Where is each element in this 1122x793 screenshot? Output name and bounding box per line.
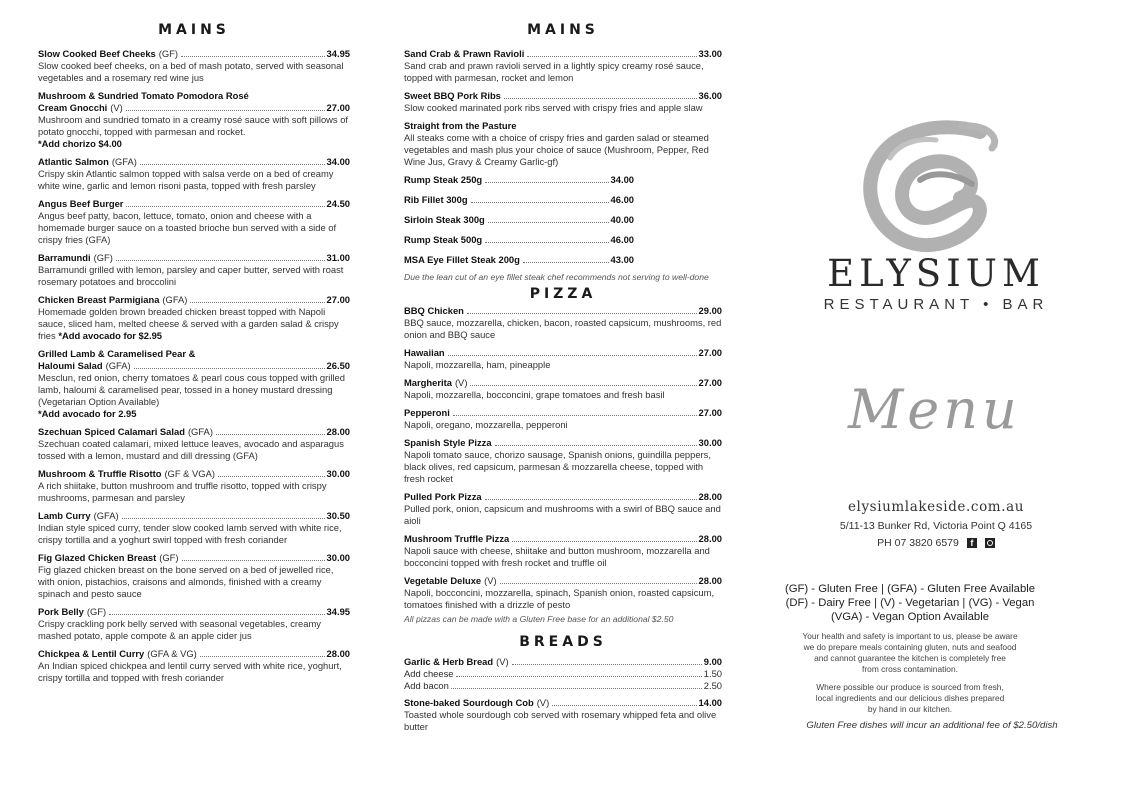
dot-leader — [200, 656, 325, 657]
local-produce-notice — [760, 682, 1060, 715]
breads-heading: BREADS — [519, 634, 607, 650]
item-name: Margherita — [404, 377, 452, 388]
item-tag: (GF) — [158, 48, 179, 59]
item-desc — [38, 438, 350, 462]
item-desc-text: Angus beef patty, bacon, lettuce, tomato, onion and cheese with a homemade burger sauce on a toasted brioche bun served with a side of crispy fries (GFA) — [38, 210, 337, 245]
item-desc — [404, 102, 722, 114]
dot-leader — [182, 560, 325, 561]
dot-leader — [485, 499, 697, 500]
item-name-line — [404, 491, 722, 503]
dot-leader — [512, 664, 702, 665]
item-name-line — [404, 533, 722, 545]
item-addon: *Add avocado for 2.95 — [38, 408, 137, 419]
steak-item — [404, 194, 634, 206]
garlic-bread-item — [404, 656, 722, 692]
item-tag: (GFA) — [105, 360, 131, 371]
item-desc — [38, 372, 350, 408]
menu-item — [38, 48, 350, 84]
item-desc — [38, 306, 350, 342]
item-desc-text: Napoli sauce with cheese, shiitake and button mushroom, mozzarella and bocconcini topped with fresh rocket and truffle oil — [404, 545, 710, 568]
item-tag: (V) — [454, 377, 468, 388]
item-desc — [38, 564, 350, 600]
item-name: BBQ Chicken — [404, 305, 464, 316]
item-name-line — [38, 426, 350, 438]
item-name: Slow Cooked Beef Cheeks — [38, 48, 156, 59]
mains-column-1 — [38, 0, 350, 690]
menu-item — [38, 198, 350, 246]
sourdough-cob-item — [404, 697, 722, 733]
dot-leader — [495, 445, 697, 446]
item-tag: (GF & VGA) — [164, 468, 215, 479]
item-name-line — [38, 468, 350, 480]
local-line: by hand in our kitchen. — [867, 704, 953, 714]
add-label: Add cheese — [404, 668, 454, 679]
steak-list — [404, 174, 722, 266]
item-desc — [404, 389, 722, 401]
item-tag: (V) — [110, 102, 123, 113]
menu-item — [38, 156, 350, 192]
item-name-line — [404, 437, 722, 449]
dot-leader — [126, 110, 325, 111]
item-tag: (V) — [496, 656, 509, 667]
steak-price: 46.00 — [610, 194, 634, 205]
item-desc — [38, 60, 350, 84]
item-desc-text: An Indian spiced chickpea and lentil curry served with white rice, yoghurt, crispy tortilla and topped with fresh coriander — [38, 660, 342, 683]
item-name: Pork Belly — [38, 606, 84, 617]
item-name-line — [38, 360, 350, 372]
steak-item — [404, 254, 634, 266]
menu-item — [404, 377, 722, 401]
dot-leader — [216, 434, 325, 435]
gf-fee-note: Gluten Free dishes will incur an additional fee of $2.50/dish — [806, 720, 1058, 731]
item-name-line — [404, 697, 722, 709]
mains-column-2 — [404, 0, 722, 733]
item-desc-text: Szechuan coated calamari, mixed lettuce leaves, avocado and asparagus tossed with a lemon, mustard and dill dressing (GFA) — [38, 438, 344, 461]
item-name: Angus Beef Burger — [38, 198, 124, 209]
item-price: 30.00 — [326, 468, 350, 479]
item-price: 34.95 — [326, 48, 350, 59]
item-tag: (V) — [484, 575, 497, 586]
phone-line — [812, 537, 1060, 549]
menu-item — [404, 575, 722, 611]
mains-list-2 — [404, 48, 722, 114]
item-desc-text: Napoli, mozzarella, bocconcini, grape tomatoes and fresh basil — [404, 389, 665, 400]
item-desc-text: Sand crab and prawn ravioli served in a lightly spicy creamy rosé sauce, topped with parmesan, rocket and lemon — [404, 60, 704, 83]
dot-leader — [485, 182, 608, 183]
item-desc-text: Mesclun, red onion, cherry tomatoes & pearl cous cous topped with grilled lamb, haloumi & caramelised pear, tossed in a honey mustard dressing (Vegetarian Option Available) — [38, 372, 345, 407]
menu-item — [38, 426, 350, 462]
item-name: Haloumi Salad — [38, 360, 103, 371]
item-desc — [38, 168, 350, 192]
menu-item — [404, 533, 722, 569]
mains-heading-2: MAINS — [527, 22, 599, 38]
instagram-icon[interactable] — [985, 538, 995, 548]
steak-name: Sirloin Steak 300g — [404, 214, 485, 225]
steak-item — [404, 174, 634, 186]
item-desc-text: Slow cooked marinated pork ribs served with crispy fries and apple slaw — [404, 102, 703, 113]
add-price: 1.50 — [703, 668, 722, 679]
item-desc-text: A rich shiitake, button mushroom and truffle risotto, topped with crispy mushrooms, parmesan and parsley — [38, 480, 327, 503]
item-tag: (GF) — [86, 606, 107, 617]
item-name-line — [404, 656, 722, 668]
item-name-line — [38, 606, 350, 618]
item-desc-text: BBQ sauce, mozzarella, chicken, bacon, roasted capsicum, mushrooms, red onion and BBQ sauce — [404, 317, 722, 340]
item-price: 34.00 — [326, 156, 350, 167]
item-name: Chickpea & Lentil Curry — [38, 648, 145, 659]
menu-item — [404, 48, 722, 84]
item-name-line — [38, 198, 350, 210]
item-price: 27.00 — [326, 294, 350, 305]
item-name: Vegetable Deluxe — [404, 575, 482, 586]
dot-leader — [134, 368, 325, 369]
item-name-prefix: Mushroom & Sundried Tomato Pomodora Rosé — [38, 90, 249, 101]
item-desc-text: Napoli, mozzarella, ham, pineapple — [404, 359, 551, 370]
item-name: Fig Glazed Chicken Breast — [38, 552, 157, 563]
dot-leader — [122, 518, 325, 519]
item-tag: (GFA) — [162, 294, 188, 305]
steak-price: 34.00 — [610, 174, 634, 185]
item-desc-text: Crispy skin Atlantic salmon topped with salsa verde on a bed of creamy white wine, garlic and lemon risoni pasta, topped with fresh parsley — [38, 168, 334, 191]
item-price: 30.50 — [326, 510, 350, 521]
health-line: Your health and safety is important to us, please be aware — [802, 631, 1018, 641]
item-name-line — [404, 347, 722, 359]
pizza-list — [404, 305, 722, 611]
item-desc-text: Indian style spiced curry, tender slow cooked lamb served with white rice, crispy tortilla and a yoghurt swirl topped with fresh coriander — [38, 522, 342, 545]
item-price: 27.00 — [698, 347, 722, 358]
local-line: Where possible our produce is sourced from fresh, — [816, 682, 1004, 692]
item-price: 28.00 — [326, 648, 350, 659]
item-addon: *Add chorizo $4.00 — [38, 138, 122, 149]
pizza-note: All pizzas can be made with a Gluten Free base for an additional $2.50 — [404, 614, 674, 624]
add-bacon-line — [404, 680, 722, 692]
dot-leader — [451, 688, 702, 689]
item-name: Atlantic Salmon — [38, 156, 109, 167]
menu-item — [404, 491, 722, 527]
item-price: 29.00 — [698, 305, 722, 316]
item-name-line — [38, 510, 350, 522]
item-name-line — [404, 305, 722, 317]
pizza-heading: PIZZA — [529, 286, 597, 302]
steak-item — [404, 234, 634, 246]
item-name-line — [404, 90, 722, 102]
legend-line-1: (GF) - Gluten Free | (GFA) - Gluten Free Available — [784, 583, 1036, 595]
item-price: 9.00 — [703, 656, 722, 667]
item-desc-text: Mushroom and sundried tomato in a creamy rosé sauce with soft pillows of potato gnocchi, topped with parmesan and rocket. — [38, 114, 349, 137]
item-tag: (V) — [536, 697, 550, 708]
item-desc — [404, 449, 722, 485]
item-price: 30.00 — [698, 437, 722, 448]
menu-item — [38, 294, 350, 342]
dietary-legend — [760, 582, 1060, 624]
dot-leader — [218, 476, 325, 477]
menu-item — [38, 510, 350, 546]
dot-leader — [512, 541, 696, 542]
logo-swirl — [860, 118, 1010, 258]
dot-leader — [527, 56, 696, 57]
health-notice — [760, 631, 1060, 675]
website-link[interactable]: elysiumlakeside.com.au — [847, 499, 1025, 515]
dot-leader — [109, 614, 324, 615]
steak-note: Due the lean cut of an eye fillet steak chef recommends not serving to well-done — [404, 272, 709, 282]
item-desc — [404, 317, 722, 341]
item-price: 36.00 — [698, 90, 722, 101]
dot-leader — [190, 302, 324, 303]
item-desc — [38, 660, 350, 684]
item-name-line — [404, 377, 722, 389]
add-label: Add bacon — [404, 680, 449, 691]
item-name: Lamb Curry — [38, 510, 91, 521]
steak-price: 46.00 — [610, 234, 634, 245]
item-name-prefix: Grilled Lamb & Caramelised Pear & — [38, 348, 196, 359]
item-price: 31.00 — [326, 252, 350, 263]
item-price: 28.00 — [326, 426, 350, 437]
item-desc — [38, 264, 350, 288]
dot-leader — [552, 705, 696, 706]
steak-section — [404, 120, 722, 168]
dot-leader — [126, 206, 324, 207]
item-name: Sweet BBQ Pork Ribs — [404, 90, 501, 101]
item-name-line — [38, 294, 350, 306]
steak-price: 40.00 — [610, 214, 634, 225]
menu-item — [404, 407, 722, 431]
item-name-line — [38, 552, 350, 564]
item-desc-text: Barramundi grilled with lemon, parsley and caper butter, served with roast rosemary potatoes and broccolini — [38, 264, 344, 287]
item-name: Hawaiian — [404, 347, 445, 358]
item-name: Stone-baked Sourdough Cob — [404, 697, 534, 708]
item-desc — [38, 618, 350, 642]
item-desc — [38, 114, 350, 138]
item-name-line — [404, 407, 722, 419]
item-desc — [404, 545, 722, 569]
brand-block — [812, 254, 1060, 313]
dot-leader — [448, 355, 697, 356]
mains-heading: MAINS — [158, 22, 230, 38]
add-price: 2.50 — [703, 680, 722, 691]
dot-leader — [467, 313, 697, 314]
menu-item — [404, 347, 722, 371]
item-tag: (GFA) — [187, 426, 213, 437]
item-desc-text: Homemade golden brown breaded chicken breast topped with Napoli sauce, sliced ham, melted cheese & served with a garden salad & crispy fries — [38, 306, 339, 341]
item-name-line — [404, 575, 722, 587]
item-price: 27.00 — [326, 102, 350, 113]
legend-line-3: (VGA) - Vegan Option Available — [830, 611, 990, 623]
dot-leader — [488, 222, 609, 223]
item-desc — [404, 419, 722, 431]
dot-leader — [471, 202, 609, 203]
item-name: Pulled Pork Pizza — [404, 491, 482, 502]
item-name: Garlic & Herb Bread — [404, 656, 494, 667]
health-line: and cannot guarantee the kitchen is completely free — [814, 653, 1006, 663]
menu-item — [38, 468, 350, 504]
steak-name: Rump Steak 500g — [404, 234, 483, 245]
health-line: we do prepare meals containing gluten, nuts and seafood — [803, 642, 1017, 652]
menu-item — [38, 648, 350, 684]
item-desc-text: Crispy crackling pork belly served with seasonal vegetables, creamy mashed potato, apple compote & an apple cider jus — [38, 618, 321, 641]
health-line: from cross contamination. — [862, 664, 958, 674]
item-price: 27.00 — [698, 377, 722, 388]
facebook-icon[interactable]: f — [967, 538, 977, 548]
item-desc — [404, 60, 722, 84]
item-desc: Toasted whole sourdough cob served with rosemary whipped feta and olive butter — [404, 709, 717, 732]
menu-item — [404, 90, 722, 114]
dot-leader — [116, 260, 325, 261]
item-price: 26.50 — [326, 360, 350, 371]
brand-name: ELYSIUM — [827, 252, 1045, 295]
item-desc-text: Napoli, bocconcini, mozzarella, spinach, Spanish onion, roasted capsicum, tomatoes finished with a drizzle of pesto — [404, 587, 715, 610]
item-name: Sand Crab & Prawn Ravioli — [404, 48, 525, 59]
brand-subtitle: RESTAURANT • BAR — [823, 296, 1049, 313]
steak-name: Rump Steak 250g — [404, 174, 483, 185]
dot-leader — [470, 385, 696, 386]
item-name: Barramundi — [38, 252, 91, 263]
menu-item — [404, 437, 722, 485]
menu-item — [38, 552, 350, 600]
contact-block — [812, 499, 1060, 549]
legend-line-2: (DF) - Dairy Free | (V) - Vegetarian | (VG) - Vegan — [785, 597, 1035, 609]
item-price: 30.00 — [326, 552, 350, 563]
menu-item — [404, 305, 722, 341]
item-desc — [38, 522, 350, 546]
item-desc — [404, 503, 722, 527]
steak-item — [404, 214, 634, 226]
item-desc-text: Napoli, oregano, mozzarella, pepperoni — [404, 419, 568, 430]
item-price: 14.00 — [698, 697, 722, 708]
item-tag: (GFA & VG) — [147, 648, 197, 659]
item-desc — [38, 210, 350, 246]
item-tag: (GF) — [159, 552, 179, 563]
item-desc-text: Napoli tomato sauce, chorizo sausage, Spanish onions, guindilla peppers, black olives, red capsicum, parmesan & mozzarella cheese, topped with fresh rocket — [404, 449, 711, 484]
mains-list — [38, 48, 350, 684]
item-desc — [404, 587, 722, 611]
item-name-line — [38, 252, 350, 264]
address: 5/11-13 Bunker Rd, Victoria Point Q 4165 — [839, 520, 1033, 532]
local-line: local ingredients and our delicious dishes prepared — [815, 693, 1005, 703]
item-price: 34.95 — [326, 606, 350, 617]
item-name-line — [38, 156, 350, 168]
item-name: Chicken Breast Parmigiana — [38, 294, 160, 305]
dot-leader — [504, 98, 697, 99]
item-name-line — [38, 48, 350, 60]
dot-leader — [453, 415, 697, 416]
item-addon: *Add avocado for $2.95 — [58, 330, 163, 341]
steak-desc: All steaks come with a choice of crispy fries and garden salad or steamed vegetables and mash plus your choice of sauce (Mushroom, Pepper, Red Wine Jus, Gravy & Creamy Garlic-gf) — [404, 132, 709, 167]
phone: PH 07 3820 6579 — [877, 537, 959, 549]
steak-name: Rib Fillet 300g — [404, 194, 468, 205]
item-name-line — [38, 648, 350, 660]
item-price: 33.00 — [698, 48, 722, 59]
item-price: 28.00 — [698, 491, 722, 502]
steak-title: Straight from the Pasture — [404, 120, 517, 131]
menu-item — [38, 348, 350, 420]
item-name: Mushroom Truffle Pizza — [404, 533, 510, 544]
dot-leader — [181, 56, 325, 57]
menu-item — [38, 90, 350, 150]
item-name-line — [38, 102, 350, 114]
item-name: Cream Gnocchi — [38, 102, 108, 113]
item-tag: (GFA) — [93, 510, 119, 521]
item-desc — [38, 480, 350, 504]
item-desc-text: Fig glazed chicken breast on the bone served on a bed of jewelled rice, with onion, pistachios, craisons and almonds, finished with a creamy spinach and pesto sauce — [38, 564, 334, 599]
dot-leader — [456, 676, 702, 677]
item-price: 27.00 — [698, 407, 722, 418]
item-price: 28.00 — [698, 533, 722, 544]
menu-item — [38, 252, 350, 288]
menu-item — [38, 606, 350, 642]
item-tag: (GF) — [93, 252, 113, 263]
item-desc-text: Slow cooked beef cheeks, on a bed of mash potato, served with seasonal vegetables and a rosemary red wine jus — [38, 60, 344, 83]
steak-price: 43.00 — [610, 254, 634, 265]
steak-name: MSA Eye Fillet Steak 200g — [404, 254, 520, 265]
item-name-line — [404, 48, 722, 60]
item-desc-text: Pulled pork, onion, capsicum and mushrooms with a swirl of BBQ sauce and aioli — [404, 503, 721, 526]
item-tag: (GFA) — [111, 156, 137, 167]
menu-script-title: Menu — [848, 378, 1021, 441]
item-name: Pepperoni — [404, 407, 450, 418]
add-cheese-line — [404, 668, 722, 680]
item-name: Spanish Style Pizza — [404, 437, 492, 448]
item-desc — [404, 359, 722, 371]
dot-leader — [140, 164, 325, 165]
dot-leader — [523, 262, 609, 263]
dot-leader — [485, 242, 608, 243]
item-price: 24.50 — [326, 198, 350, 209]
item-name: Mushroom & Truffle Risotto — [38, 468, 162, 479]
item-name: Szechuan Spiced Calamari Salad — [38, 426, 185, 437]
item-price: 28.00 — [698, 575, 722, 586]
dot-leader — [500, 583, 697, 584]
